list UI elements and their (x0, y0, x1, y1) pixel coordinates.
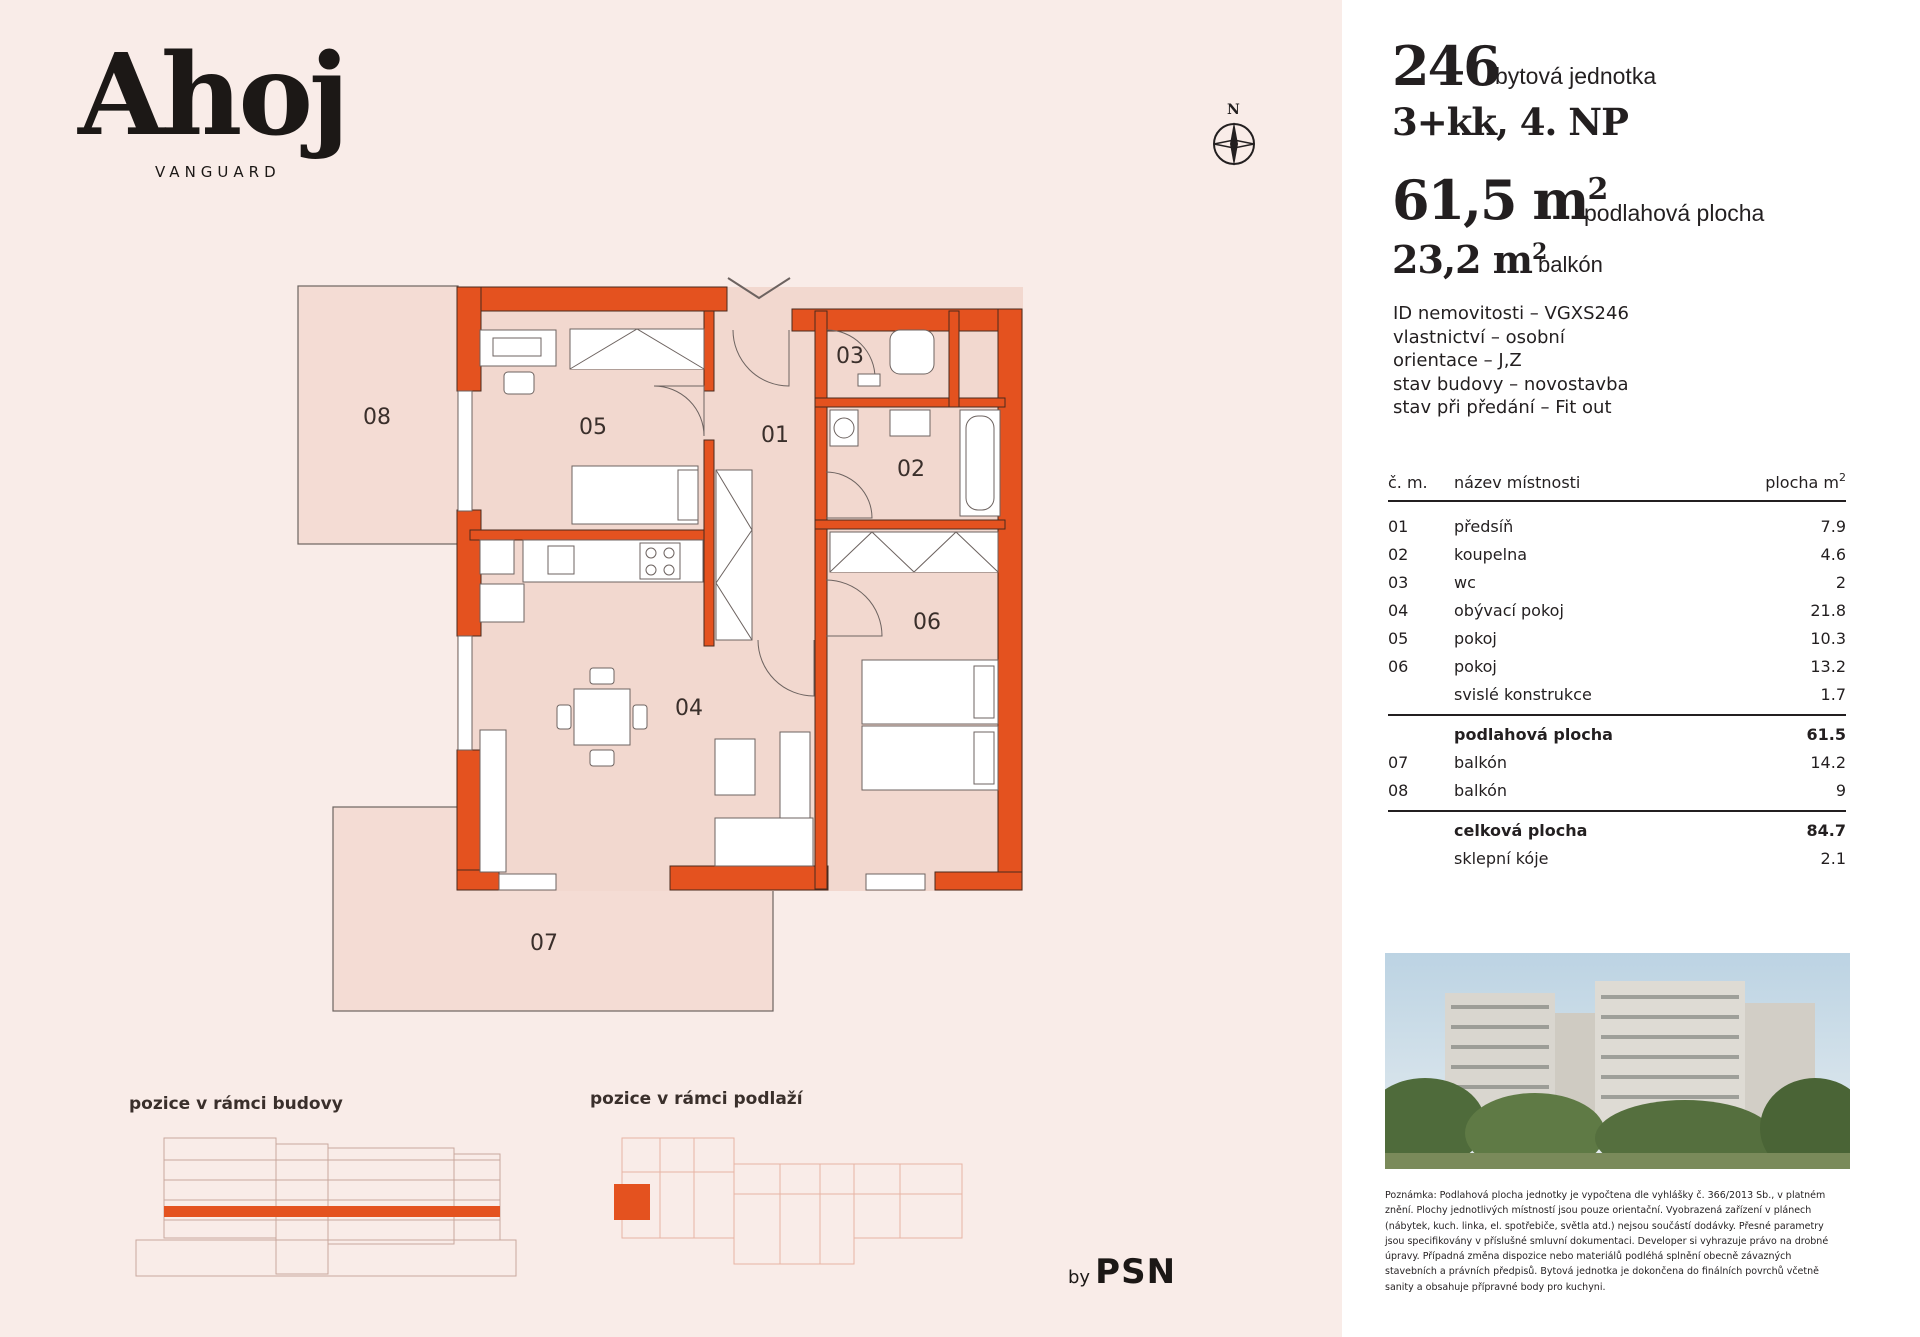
label-02: 02 (897, 457, 925, 482)
floor-total-row: podlahová plocha 61.5 (1454, 724, 1846, 744)
brand-subtitle: VANGUARD (155, 163, 281, 181)
unit-type: 3+kk, 4. NP (1392, 100, 1628, 144)
balcony-area-sup: 2 (1532, 239, 1547, 265)
unit-properties (1393, 302, 1629, 420)
property-handover-state: stav při předání – Fit out (1393, 397, 1612, 418)
grand-total-row: celková plocha 84.7 (1454, 820, 1846, 840)
table-row: 01 předsíň 7.9 (1388, 516, 1846, 536)
label-05: 05 (579, 415, 607, 440)
unit-number: 246 (1392, 34, 1499, 98)
header-area: plocha $m^2$ (1765, 471, 1846, 492)
building-render-image (1385, 953, 1850, 1169)
psn-logo-icon: PSN (1095, 1252, 1177, 1292)
floor-area-sup: 2 (1587, 172, 1607, 207)
compass-icon (1210, 100, 1260, 166)
room-table (1388, 462, 1846, 872)
property-orientation: orientace – J,Z (1393, 350, 1522, 371)
label-07: 07 (530, 931, 558, 956)
floor-plan (290, 270, 1050, 1020)
position-floor-title: pozice v rámci podlaží (590, 1089, 803, 1109)
table-row: 02 koupelna 4.6 (1388, 544, 1846, 564)
table-row: 08 balkón 9 (1388, 780, 1846, 800)
compass-north-label: N (1227, 102, 1240, 118)
floor-area-value: 61,5 m (1392, 168, 1588, 232)
building-position-diagram (128, 1130, 528, 1285)
balcony-area-label: balkón (1538, 252, 1603, 277)
developer-logo (1068, 1252, 1176, 1292)
developer-by: by (1068, 1267, 1091, 1288)
highlighted-floor (164, 1206, 500, 1217)
position-building-title: pozice v rámci budovy (129, 1094, 343, 1114)
label-08: 08 (363, 405, 391, 430)
table-row: svislé konstrukce 1.7 (1454, 684, 1846, 704)
table-row: 06 pokoj 13.2 (1388, 656, 1846, 676)
label-03: 03 (836, 344, 864, 369)
highlighted-unit (614, 1184, 650, 1220)
floor-position-diagram (610, 1128, 980, 1278)
property-id: ID nemovitosti – VGXS246 (1393, 303, 1629, 324)
table-row: 05 pokoj 10.3 (1388, 628, 1846, 648)
property-building-state: stav budovy – novostavba (1393, 373, 1629, 395)
table-row: 03 wc 2 (1388, 572, 1846, 592)
table-row: 07 balkón 14.2 (1388, 752, 1846, 772)
header-name: název místnosti (1454, 473, 1581, 492)
table-row: 04 obývací pokoj 21.8 (1388, 600, 1846, 620)
property-ownership: vlastnictví – osobní (1393, 326, 1565, 348)
header-num: č. m. (1388, 473, 1428, 492)
label-01: 01 (761, 423, 789, 448)
label-04: 04 (675, 696, 703, 721)
brand-logo: Ahoj (78, 30, 346, 161)
table-divider (1388, 810, 1846, 812)
label-06: 06 (913, 610, 941, 635)
cellar-row: sklepní kóje 2.1 (1454, 848, 1846, 868)
table-divider (1388, 714, 1846, 716)
balcony-area-value: 23,2 m (1392, 237, 1532, 282)
balcony-area (1392, 237, 1546, 282)
table-header (1388, 462, 1846, 502)
disclaimer-note: Poznámka: Podlahová plocha jednotky je vypočtena dle vyhlášky č. 366/2013 Sb., v platném znění. Plochy jednotlivých místností jsou pouze orientační. Vyobrazená zařízení v plánech (nábytek, kuch. linka, el. spotřebiče, světla atd.) nejsou součástí dodávky. Přesné parametry jsou specifikovány v příslušné smluvní dokumentaci. Developer si vyhrazuje právo na drobné úpravy. Případná změna dispozice nebo materiálů podléhá splnění obecně závazných stavebních a právních předpisů. Bytová jednotka je dokončena do finálních povrchů včetně sanity a obsahuje přípravné body pro kuchyni. (1385, 1190, 1829, 1293)
unit-number-label: bytová jednotka (1495, 63, 1657, 89)
floor-area-label: podlahová plocha (1584, 200, 1765, 226)
floor-area (1392, 168, 1606, 232)
